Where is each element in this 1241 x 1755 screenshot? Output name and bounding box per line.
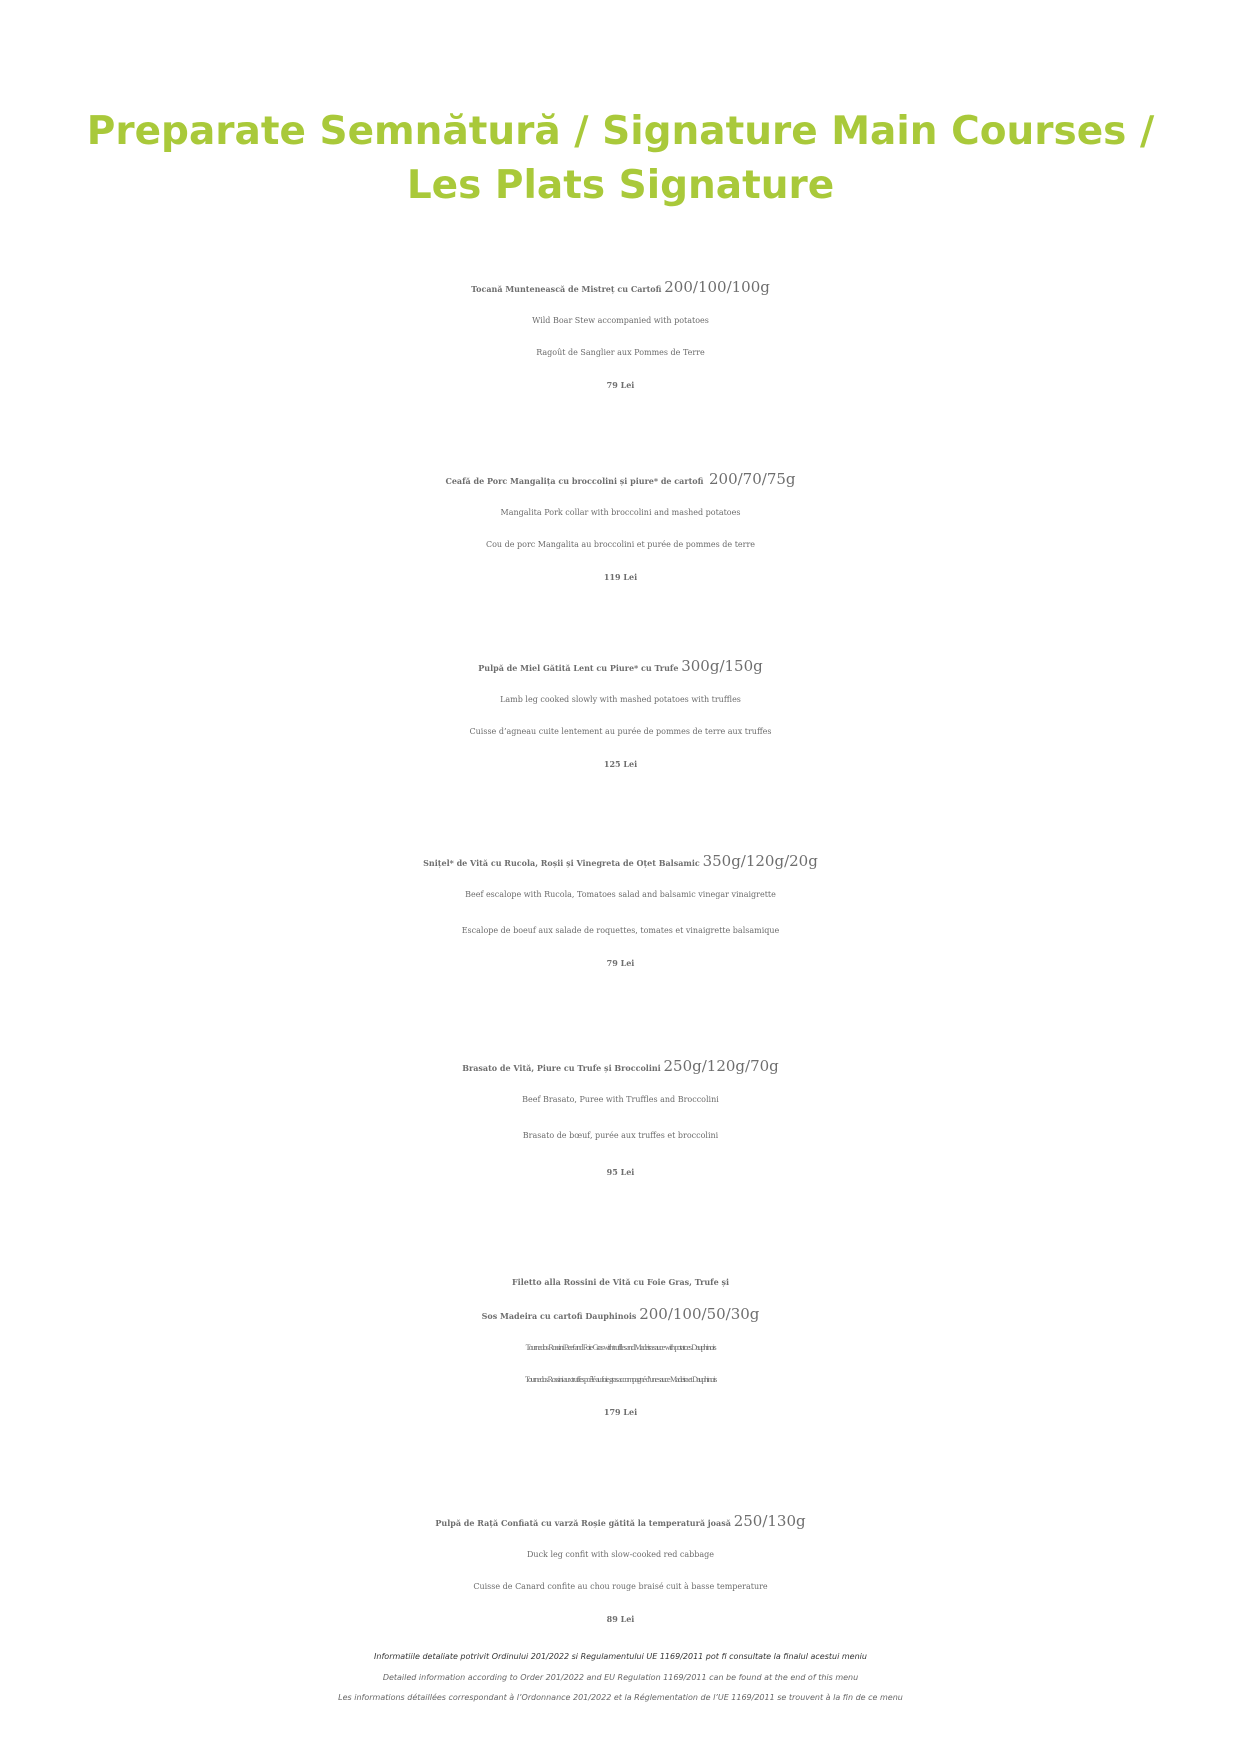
- footer-note-fr: Les informations détaillées correspondant à l’Ordonnance 201/2022 et la Réglementation de l’UE 1169/2011 se trouvent à la fin de ce menu: [338, 1693, 903, 1702]
- dish-description-fr: Ragoût de Sanglier aux Pommes de Terre: [536, 348, 705, 357]
- dish-name: Ceafă de Porc Mangalița cu broccolini și piure* de cartofi 200/70/75g: [445, 470, 796, 488]
- dish-weight: 350g/120g/20g: [702, 852, 818, 870]
- dish-weight: 200/100/50/30g: [639, 1305, 760, 1323]
- dish-name: Pulpă de Rață Confiată cu varză Roșie gătită la temperatură joasă 250/130g: [435, 1512, 806, 1530]
- dish-weight: 250g/120g/70g: [663, 1057, 779, 1075]
- dish-name-line-2: Sos Madeira cu cartofi Dauphinois 200/100/50/30g: [481, 1305, 760, 1323]
- menu-item-beef-escalope: [0, 845, 1241, 979]
- dish-price: 179 Lei: [603, 1407, 638, 1417]
- menu-item-mangalita-pork: [0, 463, 1241, 593]
- dish-weight: 200/70/75g: [709, 470, 796, 488]
- dish-description-fr: Cuisse d’agneau cuite lentement au purée de pommes de terre aux truffes: [469, 727, 772, 736]
- dish-weight: 300g/150g: [681, 657, 763, 675]
- dish-description-en: Duck leg confit with slow-cooked red cabbage: [527, 1550, 714, 1559]
- dish-description-en: Lamb leg cooked slowly with mashed potatoes with truffles: [500, 695, 741, 704]
- dish-weight: 250/130g: [733, 1512, 806, 1530]
- dish-description-fr: Cuisse de Canard confite au chou rouge braisé cuit à basse temperature: [473, 1582, 768, 1591]
- dish-description-fr: Escalope de boeuf aux salade de roquettes, tomates et vinaigrette balsamique: [461, 926, 780, 935]
- menu-item-duck-leg-confit: [0, 1505, 1241, 1635]
- dish-name: Snițel* de Vită cu Rucola, Roșii și Vinegreta de Oțet Balsamic 350g/120g/20g: [423, 852, 818, 870]
- dish-price: 79 Lei: [606, 958, 635, 968]
- menu-item-lamb-leg: [0, 650, 1241, 780]
- menu-item-wild-boar-stew: [0, 271, 1241, 401]
- dish-description-en: Mangalita Pork collar with broccolini and mashed potatoes: [500, 508, 741, 517]
- dish-description-fr: Brasato de bœuf, purée aux truffes et broccolini: [522, 1131, 719, 1140]
- dish-description-en: Wild Boar Stew accompanied with potatoes: [532, 316, 709, 325]
- dish-description-en: Tournedos Rossini Beef and Foie Gras with truffles and Madeira sauce with potatoes Dauphinois: [525, 1343, 716, 1352]
- dish-price: 125 Lei: [603, 759, 638, 769]
- menu-item-beef-brasato: [0, 1050, 1241, 1188]
- allergen-info-footer: [0, 1646, 1241, 1707]
- dish-name-line-1: Filetto alla Rossini de Vită cu Foie Gras, Trufe și: [511, 1277, 730, 1287]
- dish-description-fr: Tournedos Rossini aux truffes poêlé au foie gras accompagné d’une sauce Madeira et Dauphinois: [525, 1375, 716, 1384]
- dish-name: Brasato de Vită, Piure cu Trufe și Broccolini 250g/120g/70g: [462, 1057, 779, 1075]
- page-title-line-2: Les Plats Signature: [406, 163, 835, 208]
- page-title: [0, 105, 1241, 213]
- dish-price: 119 Lei: [603, 572, 638, 582]
- footer-note-en: Detailed information according to Order 201/2022 and EU Regulation 1169/2011 can be found at the end of this menu: [382, 1673, 859, 1682]
- page-title-line-1: Preparate Semnătură / Signature Main Courses /: [86, 109, 1155, 154]
- dish-price: 89 Lei: [606, 1614, 635, 1624]
- footer-note-ro: Informatiile detaliate potrivit Ordinului 201/2022 si Regulamentului UE 1169/2011 pot fi consultate la finalul acestui meniu: [374, 1652, 867, 1661]
- dish-description-en: Beef escalope with Rucola, Tomatoes salad and balsamic vinegar vinaigrette: [465, 890, 776, 899]
- dish-name: Pulpă de Miel Gătită Lent cu Piure* cu Trufe 300g/150g: [478, 657, 763, 675]
- dish-description-fr: Cou de porc Mangalita au broccolini et purée de pommes de terre: [485, 540, 756, 549]
- dish-name: Tocană Muntenească de Mistreț cu Cartofi 200/100/100g: [471, 278, 770, 296]
- dish-description-en: Beef Brasato, Puree with Truffles and Broccolini: [522, 1095, 719, 1104]
- dish-price: 95 Lei: [606, 1167, 635, 1177]
- dish-price: 79 Lei: [606, 380, 635, 390]
- dish-weight: 200/100/100g: [664, 278, 770, 296]
- menu-item-filetto-rossini: [0, 1266, 1241, 1428]
